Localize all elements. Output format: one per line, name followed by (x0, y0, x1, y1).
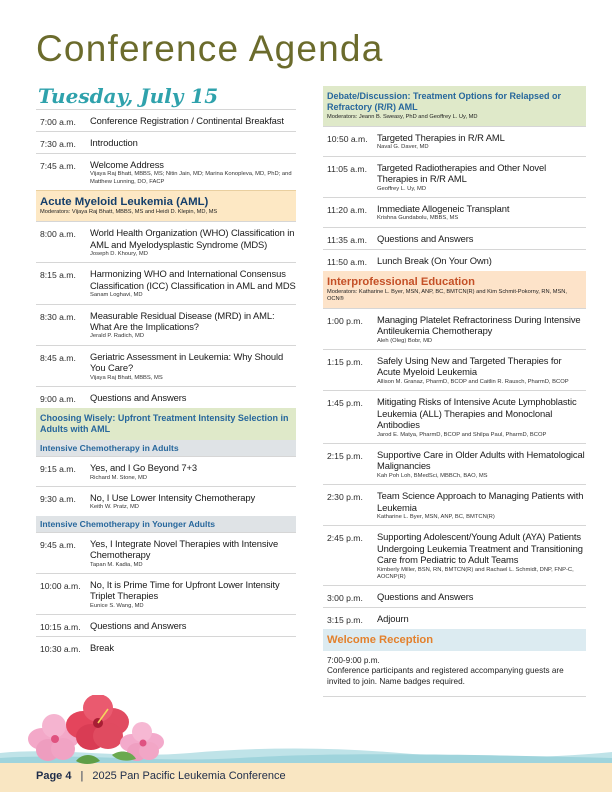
session-time: 9:45 a.m. (40, 539, 76, 550)
session-speaker: Vijaya Raj Bhatt, MBBS, MS; Nitin Jain, MD; Marina Konopleva, MD, PhD; and Matthew Lunning, DO, FACP (90, 171, 292, 185)
session-time: 9:15 a.m. (40, 464, 76, 475)
session-speaker: Kah Poh Loh, BMedSci, MBBCh, BAO, MS (377, 472, 488, 479)
session-body (377, 255, 586, 267)
session-title: Introduction (90, 137, 138, 148)
agenda-row (36, 614, 296, 636)
session-speaker: Jerald P. Radich, MD (90, 333, 145, 340)
reception-time: 7:00-9:00 p.m. (327, 656, 380, 666)
debate-sessions (323, 126, 586, 271)
session-title: Questions and Answers (90, 620, 187, 632)
agenda-row (323, 349, 586, 390)
session-time: 2:15 p.m. (327, 450, 363, 461)
session-body (377, 531, 586, 581)
choosing-heading: Choosing Wisely: Upfront Treatment Intensity Selection in Adults with AML (40, 413, 289, 435)
session-body (377, 613, 586, 625)
session-title: Immediate Allogeneic Transplant (377, 203, 510, 215)
session-body (377, 132, 586, 152)
session-speaker: Aleh (Oleg) Bobr, MD (377, 337, 433, 344)
session-title: Team Science Approach to Managing Patients with Leukemia (377, 490, 584, 513)
right-column (323, 86, 586, 697)
agenda-row (323, 249, 586, 271)
session-body (90, 642, 296, 654)
agenda-row (323, 197, 586, 227)
subsection-younger-adults: Intensive Chemotherapy in Younger Adults (36, 516, 296, 532)
session-title: Safely Using New and Targeted Therapies for Acute Myeloid Leukemia (377, 355, 562, 378)
session-body (90, 392, 296, 404)
session-body (377, 449, 586, 480)
session-title: Yes, and I Go Beyond 7+3 (90, 462, 197, 474)
session-speaker: Kimberly Miller, BSN, RN, BMTCN(R) and Rachael L. Schmidt, DNP, FNP-C, AOCNP(R) (377, 566, 574, 580)
interpro-moderators: Moderators: Katharine L. Byer, MSN, ANP, BC, BMTCN(R) and Kim Schmit-Pokorny, RN, MSN, OCN® (327, 288, 567, 302)
session-title: No, I Use Lower Intensity Chemotherapy (90, 491, 256, 503)
session-time: 10:15 a.m. (40, 622, 81, 633)
session-time: 7:45 a.m. (40, 161, 76, 171)
session-time: 3:00 p.m. (327, 593, 363, 604)
session-body (377, 396, 586, 439)
interpro-sessions (323, 308, 586, 630)
session-title: Supporting Adolescent/Young Adult (AYA) Patients Undergoing Leukemia Treatment and Transitioning Care from Pediatric to Adult Teams (377, 531, 583, 566)
session-body (377, 490, 586, 521)
debate-section-header (323, 86, 586, 126)
session-time: 1:15 p.m. (327, 357, 363, 368)
agenda-row (36, 345, 296, 386)
session-speaker: Katharine L. Byer, MSN, ANP, BC, BMTCN(R) (377, 513, 495, 520)
agenda-row (36, 109, 296, 131)
aml-section-header (36, 190, 296, 221)
session-body (90, 310, 296, 341)
page-title: Conference Agenda (36, 28, 384, 69)
session-title: Targeted Radiotherapies and Other Novel Therapies in R/R AML (377, 161, 547, 185)
session-title: No, It is Prime Time for Upfront Lower Intensity Triplet Therapies (90, 578, 280, 602)
session-body (90, 620, 296, 632)
footer-separator: | (80, 770, 84, 782)
session-time: 10:30 a.m. (40, 644, 81, 655)
session-speaker: Richard M. Stone, MD (90, 474, 148, 481)
aml-heading: Acute Myeloid Leukemia (AML) (40, 196, 209, 209)
session-body (90, 268, 296, 299)
session-body (377, 591, 586, 603)
debate-moderators: Moderators: Jeann B. Sweasy, PhD and Geoffrey L. Uy, MD (327, 114, 478, 120)
session-body (90, 159, 296, 186)
session-speaker: Sanam Loghavi, MD (90, 292, 143, 299)
choosing-section-header (36, 408, 296, 440)
session-time: 7:00 a.m. (40, 117, 76, 127)
agenda-row (323, 126, 586, 156)
session-speaker: Keith W. Pratz, MD (90, 504, 139, 511)
agenda-row (323, 227, 586, 249)
agenda-row (323, 443, 586, 484)
debate-heading: Debate/Discussion: Treatment Options for Relapsed or Refractory (R/R) AML (327, 91, 562, 112)
session-speaker: Vijaya Raj Bhatt, MBBS, MS (90, 374, 163, 381)
session-body (90, 492, 296, 512)
reception-description: Conference participants and registered accompanying guests are invited to join. Name badges required. (327, 666, 564, 686)
agenda-row (36, 532, 296, 573)
session-title: Managing Platelet Refractoriness During Intensive Antileukemia Chemotherapy (377, 313, 581, 337)
session-time: 2:45 p.m. (327, 533, 363, 544)
session-body (90, 351, 296, 382)
session-time: 11:05 a.m. (327, 163, 367, 174)
reception-heading: Welcome Reception (327, 634, 434, 647)
session-body (90, 137, 296, 149)
session-title: Break (90, 642, 114, 654)
aml-sessions (36, 221, 296, 408)
session-time: 2:30 p.m. (327, 492, 363, 503)
session-time: 8:15 a.m. (40, 270, 76, 281)
session-title: Harmonizing WHO and International Consensus Classification (ICC) Classification in AML and MDS (90, 268, 296, 291)
session-time: 9:00 a.m. (40, 394, 76, 405)
session-time: 8:45 a.m. (40, 352, 76, 363)
session-body (377, 162, 586, 193)
agenda-row (36, 153, 296, 190)
session-title: Lunch Break (On Your Own) (377, 254, 492, 266)
aml-moderators: Moderators: Vijaya Raj Bhatt, MBBS, MS and Heidi D. Klepin, MD, MS (40, 209, 218, 216)
session-title: Conference Registration / Continental Breakfast (90, 115, 284, 126)
day-heading: Tuesday, July 15 (38, 84, 219, 108)
agenda-row (36, 131, 296, 153)
agenda-row (323, 525, 586, 585)
session-body (377, 203, 586, 223)
agenda-row (323, 390, 586, 443)
reception-section-header (323, 629, 586, 651)
interpro-section-header (323, 271, 586, 308)
morning-sessions (36, 109, 296, 190)
session-time: 3:15 p.m. (327, 615, 363, 626)
agenda-row (323, 607, 586, 629)
session-time: 9:30 a.m. (40, 493, 76, 504)
footer-conference-name: 2025 Pan Pacific Leukemia Conference (92, 770, 286, 782)
session-title: Welcome Address (90, 159, 164, 170)
session-speaker: Allison M. Granaz, PharmD, BCOP and Caitlin R. Rausch, PharmD, BCOP (377, 378, 569, 385)
session-time: 8:30 a.m. (40, 311, 76, 322)
session-time: 1:45 p.m. (327, 398, 363, 409)
session-title: Questions and Answers (377, 591, 474, 603)
reception-details (323, 651, 586, 696)
session-speaker: Jarod E. Matya, PharmD, BCOP and Shilpa Paul, PharmD, BCOP (377, 431, 547, 438)
session-time: 8:00 a.m. (40, 229, 76, 240)
session-body (90, 115, 296, 127)
session-body (377, 355, 586, 386)
left-column (36, 109, 296, 658)
session-speaker: Naval G. Daver, MD (377, 144, 429, 151)
agenda-row (36, 304, 296, 345)
session-title: Measurable Residual Disease (MRD) in AML: What Are the Implications? (90, 309, 275, 333)
session-body (377, 233, 586, 245)
session-speaker: Tapan M. Kadia, MD (90, 561, 143, 568)
session-time: 11:50 a.m. (327, 256, 367, 267)
session-speaker: Eunice S. Wang, MD (90, 602, 144, 609)
agenda-row (36, 262, 296, 303)
interpro-heading: Interprofessional Education (327, 275, 475, 288)
session-time: 7:30 a.m. (40, 139, 76, 149)
intensive-adults-sessions (36, 456, 296, 516)
session-title: Adjourn (377, 613, 409, 625)
agenda-row (36, 636, 296, 658)
hibiscus-flowers-icon (20, 695, 170, 775)
agenda-row (36, 456, 296, 486)
session-body (90, 579, 296, 610)
session-title: Geriatric Assessment in Leukemia: Why Should You Care? (90, 350, 284, 374)
subsection-intensive-adults: Intensive Chemotherapy in Adults (36, 440, 296, 456)
younger-adults-sessions (36, 532, 296, 658)
session-body (377, 314, 586, 345)
agenda-row (36, 486, 296, 516)
agenda-row (323, 585, 586, 607)
agenda-row (323, 156, 586, 197)
session-time: 10:50 a.m. (327, 134, 368, 144)
session-body (90, 538, 296, 569)
agenda-row (36, 386, 296, 408)
session-title: Targeted Therapies in R/R AML (377, 132, 505, 143)
session-speaker: Krishna Gundabolu, MBBS, MS (377, 215, 459, 222)
session-time: 11:35 a.m. (327, 234, 367, 245)
session-title: Supportive Care in Older Adults with Hematological Malignancies (377, 448, 585, 472)
agenda-row (36, 221, 296, 262)
session-title: Questions and Answers (90, 392, 187, 404)
session-title: Yes, I Integrate Novel Therapies with Intensive Chemotherapy (90, 537, 279, 561)
session-body (90, 227, 296, 258)
session-speaker: Geoffrey L. Uy, MD (377, 185, 427, 192)
session-title: Questions and Answers (377, 232, 474, 244)
agenda-row (323, 308, 586, 349)
session-body (90, 462, 296, 482)
session-time: 1:00 p.m. (327, 315, 363, 326)
session-title: World Health Organization (WHO) Classification in AML and Myelodysplastic Syndrome (MDS) (90, 227, 295, 250)
session-title: Mitigating Risks of Intensive Acute Lymphoblastic Leukemia (ALL) Therapies and Monoclonal Antibodies (377, 396, 577, 431)
session-speaker: Joseph D. Khoury, MD (90, 251, 148, 258)
agenda-row (323, 484, 586, 525)
footer-page-number: Page 4 (36, 770, 72, 782)
session-time: 11:20 a.m. (327, 205, 367, 216)
session-time: 10:00 a.m. (40, 580, 81, 591)
agenda-row (36, 573, 296, 614)
